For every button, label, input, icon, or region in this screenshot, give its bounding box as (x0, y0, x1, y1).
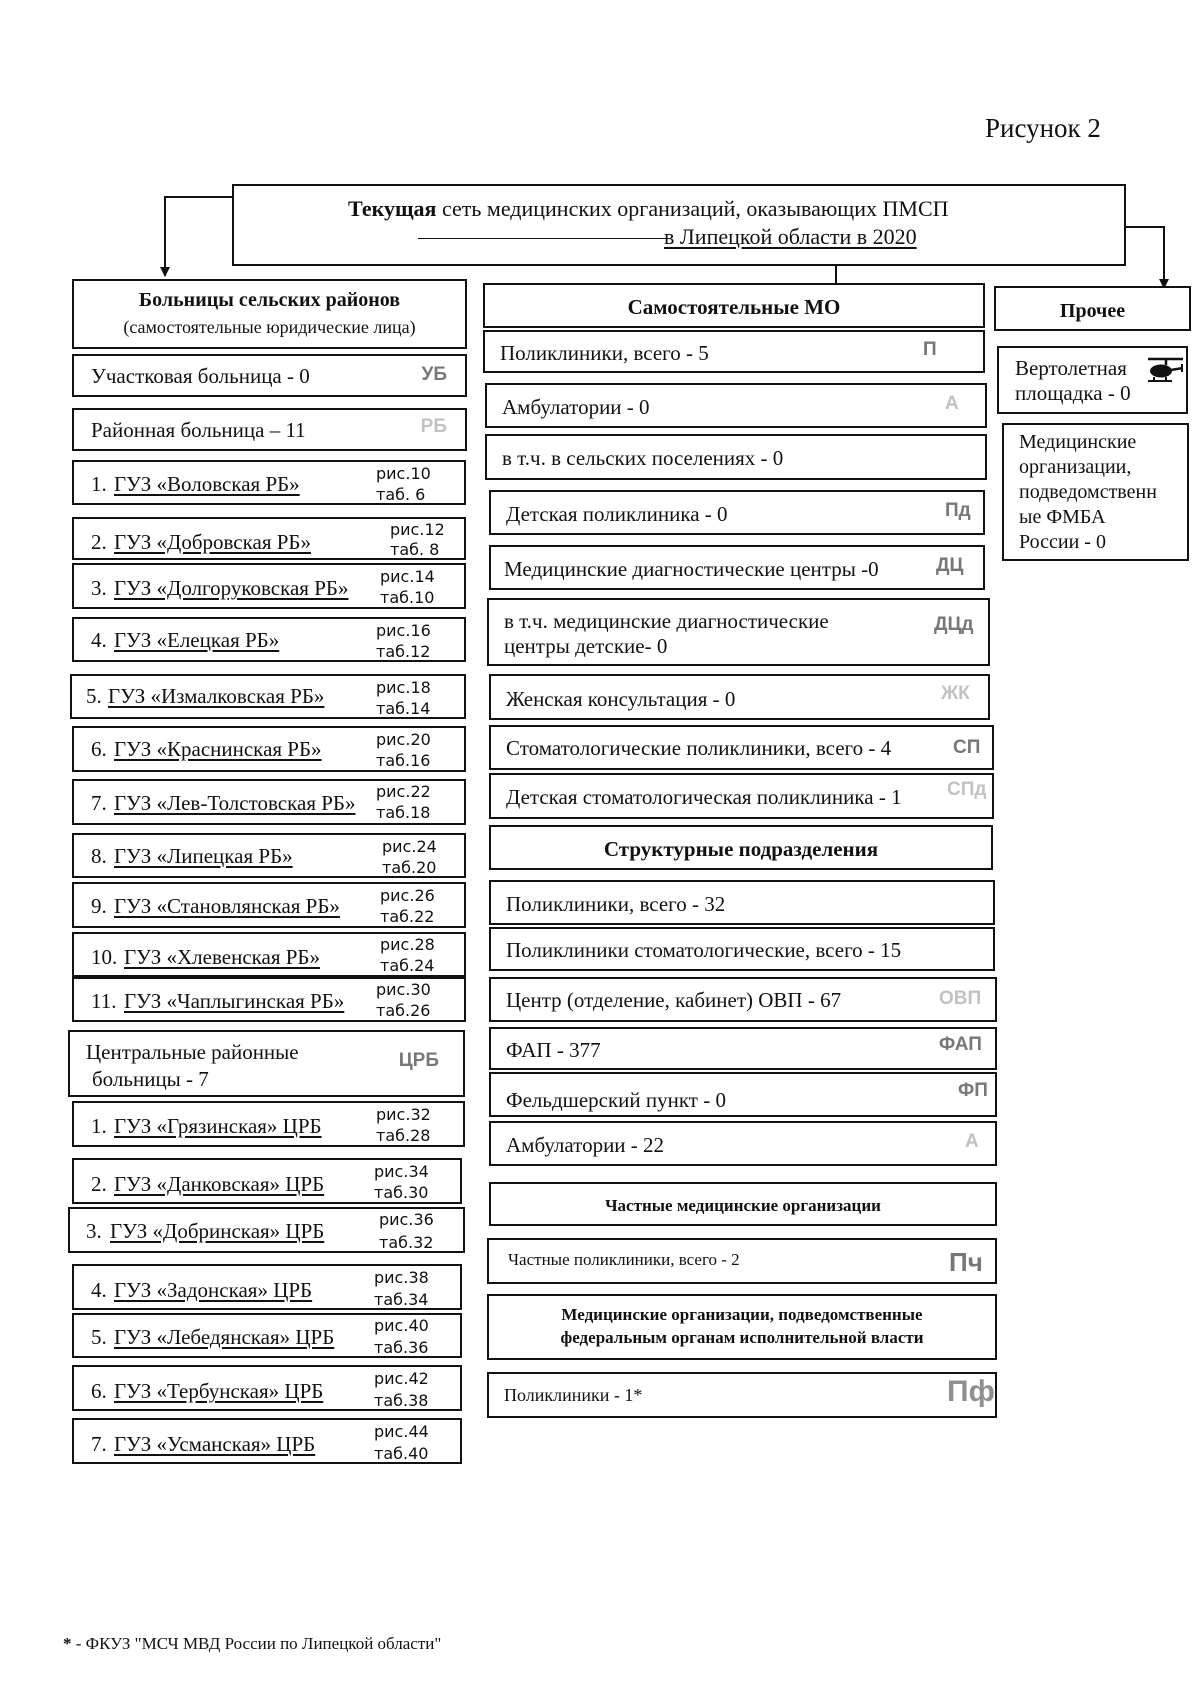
crb-item-num: 7. (91, 1432, 107, 1456)
federal-item-label: Поликлиники - 1* (504, 1385, 643, 1405)
rb-item-tab: таб.22 (380, 907, 435, 926)
rb-item (72, 833, 466, 878)
other-header-box (994, 286, 1191, 331)
crb-item-tab: таб.40 (374, 1444, 429, 1463)
title-line-2: в Липецкой области в 2020 (664, 224, 917, 249)
independent-item-code: Пд (945, 500, 971, 521)
crb-line-2: больницы - 7 (92, 1067, 209, 1091)
independent-item (487, 598, 990, 666)
rb-item-ris: рис.10 (376, 464, 431, 483)
rb-item-num: 4. (91, 628, 107, 652)
private-item-code: Пч (949, 1247, 983, 1277)
independent-item-code: СПд (947, 779, 987, 800)
rb-item-num: 5. (86, 684, 102, 708)
independent-item-label: Поликлиники, всего - 5 (500, 341, 709, 365)
private-header-box (489, 1182, 997, 1226)
rb-item-tab: таб.16 (376, 751, 431, 770)
title-box (232, 184, 1126, 266)
ub-code: УБ (421, 364, 447, 385)
crb-item-ris: рис.40 (374, 1316, 429, 1335)
title-line-1 (348, 196, 949, 222)
structural-item (489, 1027, 997, 1070)
rb-item-tab: таб.20 (382, 858, 437, 877)
private-item (487, 1238, 997, 1284)
crb-item-ris: рис.32 (376, 1105, 431, 1124)
crb-item (72, 1101, 465, 1147)
federal-header-2: федеральным органам исполнительной власти (560, 1328, 924, 1347)
crb-item-ris: рис.36 (379, 1210, 434, 1229)
crb-code: ЦРБ (398, 1050, 439, 1071)
crb-item-name: ГУЗ «Задонская» ЦРБ (114, 1278, 313, 1302)
crb-item-num: 5. (91, 1325, 107, 1349)
structural-item-code: ФП (958, 1080, 988, 1101)
rb-item-num: 11. (91, 989, 117, 1013)
rb-item (72, 882, 466, 928)
independent-item-code: СП (953, 737, 981, 758)
helicopter-icon (1145, 356, 1185, 386)
rb-item (72, 977, 466, 1022)
rb-item-name: ГУЗ «Измалковская РБ» (108, 684, 325, 708)
title-blank-line (418, 238, 668, 239)
crb-item-name: ГУЗ «Тербунская» ЦРБ (114, 1379, 324, 1403)
rb-item-ris: рис.30 (376, 980, 431, 999)
heli-line-2: площадка - 0 (1015, 381, 1131, 405)
rb-item-num: 3. (91, 576, 107, 600)
rb-item-ris: рис.22 (376, 782, 431, 801)
rb-item-name: ГУЗ «Хлевенская РБ» (124, 945, 320, 969)
footnote-star: * (63, 1634, 72, 1653)
crb-item (72, 1365, 462, 1411)
rb-item-ris: рис.20 (376, 730, 431, 749)
structural-item-label: Амбулатории - 22 (506, 1133, 665, 1157)
rb-item (72, 563, 466, 609)
rb-item-num: 10. (91, 945, 118, 969)
rb-item-ris: рис.16 (376, 621, 431, 640)
rural-header-box (72, 279, 467, 349)
ub-box (72, 354, 467, 397)
rural-subheader: (самостоятельные юридические лица) (123, 317, 416, 337)
structural-item-code: ФАП (939, 1034, 982, 1055)
fmba-line: ые ФМБА (1019, 506, 1106, 528)
rb-item-num: 8. (91, 844, 107, 868)
independent-item-label: Детская стоматологическая поликлиника - 1 (506, 785, 902, 809)
independent-item-label-2: центры детские- 0 (504, 634, 668, 658)
federal-header-box (487, 1294, 997, 1360)
crb-item-num: 4. (91, 1278, 107, 1302)
crb-item-tab: таб.30 (374, 1183, 429, 1202)
title-rest: сеть медицинских организаций, оказывающих ПМСП (436, 196, 949, 221)
independent-header-box (483, 283, 985, 328)
structural-item-label: Фельдшерский пункт - 0 (506, 1088, 726, 1112)
crb-item-num: 3. (86, 1219, 102, 1243)
rb-item-ris: рис.28 (380, 935, 435, 954)
fmba-line: подведомственн (1019, 481, 1157, 503)
rb-item-tab: таб.14 (376, 699, 431, 718)
crb-item-name: ГУЗ «Данковская» ЦРБ (114, 1172, 325, 1196)
heli-line-1: Вертолетная (1015, 356, 1127, 380)
rb-item-num: 9. (91, 894, 107, 918)
structural-item (489, 1072, 997, 1117)
structural-item-label: Поликлиники, всего - 32 (506, 892, 726, 916)
independent-item-code: ЖК (941, 683, 970, 704)
crb-item-name: ГУЗ «Грязинская» ЦРБ (114, 1114, 322, 1138)
rb-code: РБ (420, 416, 447, 437)
structural-item (489, 927, 995, 971)
rb-item-tab: таб.18 (376, 803, 431, 822)
fmba-line: Медицинские (1019, 431, 1137, 453)
crb-item-ris: рис.34 (374, 1162, 429, 1181)
rb-item-ris: рис.14 (380, 567, 435, 586)
independent-item-label: в т.ч. в сельских поселениях - 0 (502, 446, 784, 470)
rb-item-name: ГУЗ «Лев-Толстовская РБ» (114, 791, 356, 815)
other-header: Прочее (1059, 300, 1126, 322)
independent-item (483, 330, 985, 373)
rb-item-num: 7. (91, 791, 107, 815)
fmba-line: России - 0 (1019, 531, 1106, 553)
ub-label: Участковая больница - 0 (91, 364, 310, 388)
crb-item-ris: рис.38 (374, 1268, 429, 1287)
independent-item-code: ДЦ (936, 555, 964, 576)
rb-item-ris: рис.12 (390, 520, 445, 539)
rb-item-num: 6. (91, 737, 107, 761)
rb-item-name: ГУЗ «Краснинская РБ» (114, 737, 322, 761)
crb-item (72, 1264, 462, 1310)
crb-item-num: 1. (91, 1114, 107, 1138)
independent-item-label: Медицинские диагностические центры -0 (504, 557, 879, 581)
independent-item-label: в т.ч. медицинские диагностические (504, 609, 829, 633)
structural-item (489, 977, 997, 1022)
crb-line-1: Центральные районные (86, 1040, 299, 1064)
crb-item-tab: таб.34 (374, 1290, 429, 1309)
fmba-line: организации, (1019, 456, 1132, 478)
structural-header-box (489, 825, 993, 870)
structural-item-code: А (965, 1131, 979, 1152)
federal-item-code: Пф (947, 1375, 995, 1408)
independent-item-label: Женская консультация - 0 (506, 687, 736, 711)
rb-item-ris: рис.18 (376, 678, 431, 697)
crb-item-name: ГУЗ «Добринская» ЦРБ (110, 1219, 325, 1243)
crb-item (72, 1418, 462, 1464)
rb-item-tab: таб. 8 (390, 540, 440, 559)
rb-item-tab: таб.26 (376, 1001, 431, 1020)
crb-item-name: ГУЗ «Усманская» ЦРБ (114, 1432, 316, 1456)
structural-item (489, 880, 995, 925)
rb-item-ris: рис.26 (380, 886, 435, 905)
structural-item (489, 1121, 997, 1166)
federal-header-1: Медицинские организации, подведомственные (561, 1305, 923, 1324)
footnote-text: - ФКУЗ "МСЧ МВД России по Липецкой области" (71, 1634, 442, 1653)
rb-item-num: 1. (91, 472, 107, 496)
crb-item (72, 1313, 462, 1358)
structural-header: Структурные подразделения (603, 837, 879, 861)
crb-item-num: 6. (91, 1379, 107, 1403)
crb-item-num: 2. (91, 1172, 107, 1196)
rb-box (72, 408, 467, 451)
rb-item (72, 779, 466, 825)
crb-item (72, 1158, 462, 1204)
independent-item-label: Амбулатории - 0 (502, 395, 650, 419)
independent-item (489, 725, 994, 770)
rural-header: Больницы сельских районов (138, 289, 401, 311)
crb-item-tab: таб.32 (379, 1233, 434, 1252)
crb-item-name: ГУЗ «Лебедянская» ЦРБ (114, 1325, 335, 1349)
independent-item (489, 674, 990, 720)
independent-item (485, 383, 987, 428)
crb-item-tab: таб.28 (376, 1126, 431, 1145)
rb-label: Районная больница – 11 (91, 418, 306, 442)
structural-item-label: ФАП - 377 (506, 1038, 601, 1062)
independent-item (485, 434, 987, 480)
federal-item (487, 1372, 997, 1418)
rb-item-tab: таб.12 (376, 642, 431, 661)
crb-item-ris: рис.44 (374, 1422, 429, 1441)
rb-item (72, 617, 466, 662)
figure-label: Рисунок 2 (985, 113, 1101, 143)
title-bold: Текущая (348, 196, 437, 221)
independent-item (489, 545, 985, 590)
rb-item-name: ГУЗ «Липецкая РБ» (114, 844, 293, 868)
rb-item-ris: рис.24 (382, 837, 437, 856)
rb-item-name: ГУЗ «Долгоруковская РБ» (114, 576, 349, 600)
heli-box (997, 346, 1188, 414)
rb-item-tab: таб.24 (380, 956, 435, 975)
rb-item (72, 460, 466, 505)
independent-item-label: Стоматологические поликлиники, всего - 4 (506, 736, 892, 760)
rb-item-name: ГУЗ «Становлянская РБ» (114, 894, 340, 918)
crb-item-tab: таб.36 (374, 1338, 429, 1357)
private-header: Частные медицинские организации (605, 1196, 881, 1215)
independent-item-label: Детская поликлиника - 0 (506, 502, 728, 526)
rb-item-num: 2. (91, 530, 107, 554)
crb-item-tab: таб.38 (374, 1391, 429, 1410)
crb-box (68, 1030, 465, 1097)
independent-item (489, 490, 985, 535)
rb-item-name: ГУЗ «Добровская РБ» (114, 530, 311, 554)
structural-item-label: Центр (отделение, кабинет) ОВП - 67 (506, 988, 842, 1012)
crb-item-ris: рис.42 (374, 1369, 429, 1388)
independent-item-code: ДЦд (934, 614, 974, 635)
private-item-label: Частные поликлиники, всего - 2 (508, 1250, 740, 1269)
rb-item (70, 674, 466, 719)
structural-item-label: Поликлиники стоматологические, всего - 15 (506, 938, 902, 962)
rb-item-name: ГУЗ «Елецкая РБ» (114, 628, 280, 652)
fmba-box (1002, 423, 1189, 561)
independent-header: Самостоятельные МО (627, 295, 841, 319)
rb-item (72, 517, 466, 560)
independent-item (489, 773, 994, 819)
footnote (63, 1634, 441, 1654)
rb-item (72, 932, 466, 977)
crb-item (68, 1207, 465, 1253)
rb-item-name: ГУЗ «Чаплыгинская РБ» (124, 989, 345, 1013)
rb-item-tab: таб.10 (380, 588, 435, 607)
rb-item (72, 726, 466, 772)
rb-item-tab: таб. 6 (376, 485, 426, 504)
independent-item-code: П (923, 339, 937, 360)
structural-item-code: ОВП (939, 988, 982, 1009)
rb-item-name: ГУЗ «Воловская РБ» (114, 472, 300, 496)
independent-item-code: А (945, 393, 959, 414)
